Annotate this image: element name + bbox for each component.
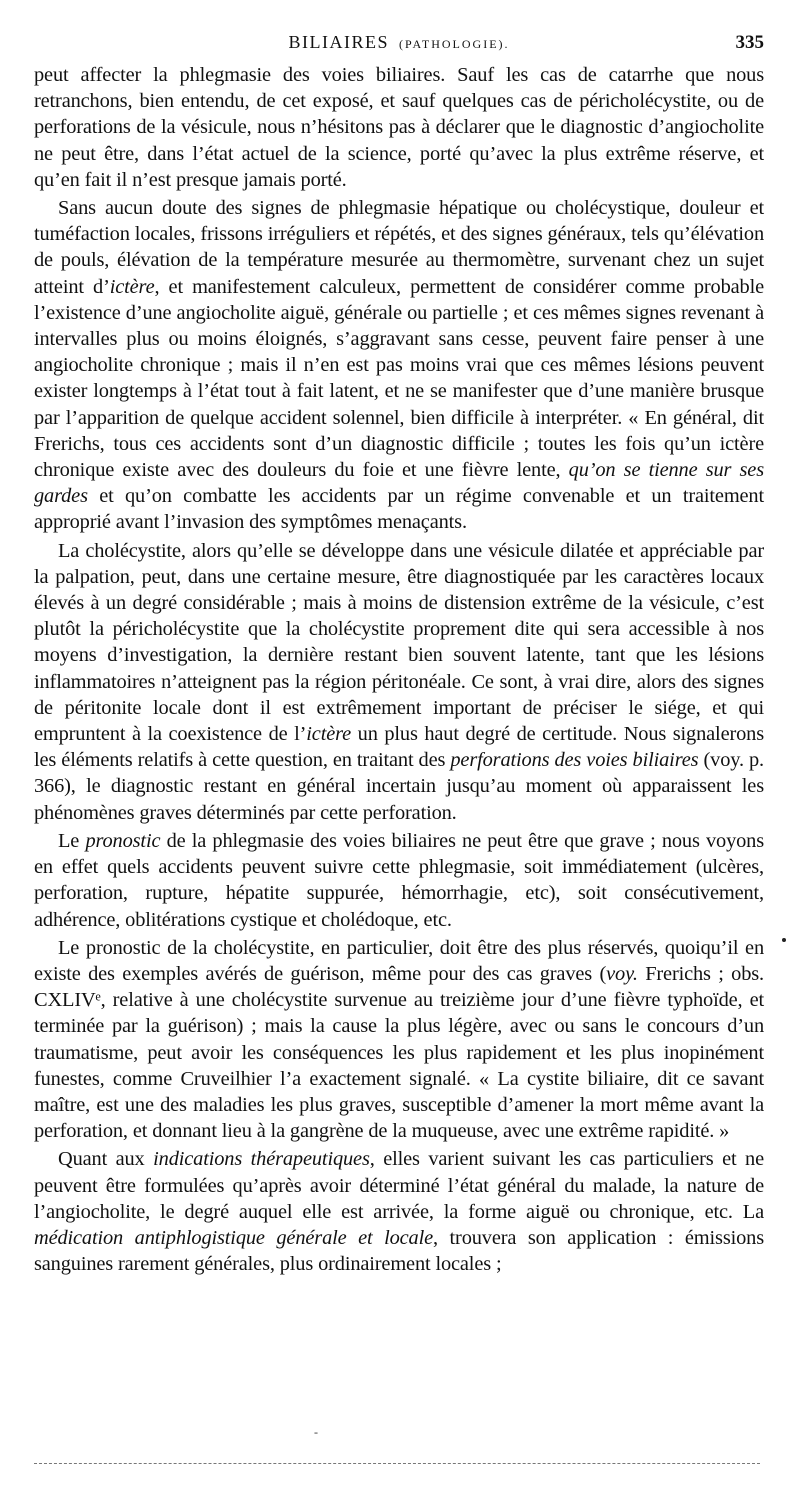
text-segment: de la phlegmasie des voies biliaires ne peut être que grave ; nous voyons en effet quels accidents peuvent suivre cette phlegmasie, soit immédiatement (ulcères, perforation, rupture, hépatite suppurée, hémorrhagie, etc), soit consécutivement, adhérence, oblitérations cystique et cholédoque, etc.: [34, 829, 764, 931]
running-title-main: BILIAIRES: [288, 32, 389, 52]
footer-rule: [34, 1463, 760, 1464]
text-segment: Quant aux: [58, 1148, 154, 1171]
text-segment: (voy. p. 366), le diagnostic restant en général incertain jusqu’au moment où apparaissent les phénomènes graves déterminés par cette perforation.: [34, 749, 764, 824]
text-segment: La cholécystite, alors qu’elle se développe dans une vésicule dilatée et appréciable par la palpation, peut, dans une certaine mesure, être diagnostiquée par les caractères locaux élevés à un degré considérable ; mais à moins de distension extrême de la vésicule, c’est plutôt la péricholécystite que la cholécystite proprement dite qui sera accessible à nos moyens d’investigation, la dernière restant bien souvent latente, tant que les lésions inflammatoires n’atteignent pas la région péritonéale. Ce sont, à vrai dire, alors des signes de péritonite locale dont il est extrêmement important de préciser le siége, et qui empruntent à la coexistence de l’: [34, 539, 764, 746]
text-segment: Le pronostic de la cholécystite, en particulier, doit être des plus réservés, quoiqu’il en existe des exemples avérés de guérison, même pour des cas graves (: [34, 936, 764, 985]
text-segment: et qu’on combatte les accidents par un régime convenable et un traitement approprié avant l’invasion des symptômes menaçants.: [34, 485, 764, 534]
paragraph: [34, 62, 764, 193]
footer-mark: -: [314, 1425, 318, 1439]
italic-text: ictère: [109, 275, 155, 298]
paragraph: [34, 828, 764, 933]
paragraph: [34, 1146, 764, 1277]
running-title-subtitle: (PATHOLOGIE).: [398, 37, 510, 51]
italic-text: médication antiphlogistique générale et locale: [34, 1226, 434, 1249]
margin-dot: [782, 938, 786, 942]
text-segment: , trouvera son application : émissions sanguines rarement générales, plus ordinairement locales ;: [34, 1226, 764, 1276]
italic-text: indications thérapeutiques: [153, 1148, 370, 1171]
paragraph: [34, 538, 764, 826]
italic-text: perforations des voies biliaires: [450, 749, 699, 772]
italic-text: voy.: [606, 962, 638, 985]
paragraph: [34, 935, 764, 1145]
page-number: 335: [735, 32, 764, 53]
text-segment: Sans aucun doute des signes de phlegmasie hépatique ou cholécystique, douleur et tuméfaction locales, frissons irréguliers et répétés, et des signes généraux, tels qu’élévation de pouls, élévation de la température mesurée au thermomètre, survenant chez un sujet atteint d’: [34, 197, 764, 298]
body-text: [34, 62, 764, 1277]
running-head: [34, 32, 764, 56]
text-segment: Frerichs ; obs. CXLIVᵉ, relative à une cholécystite survenue au treizième jour d’une fièvre typhoïde, et terminée par la guérison) ; mais la cause la plus légère, avec ou sans le concours d’un traumatisme, peut avoir les conséquences les plus rapidement et les plus inopinément funestes, comme Cruveilhier l’a exactement signalé. « La cystite biliaire, dit ce savant maître, est une des maladies les plus graves, susceptible d’amener la mort même avant la perforation, et donnant lieu à la gangrène de la muqueuse, avec une extrême rapidité. »: [34, 962, 764, 1143]
text-segment: , et manifestement calculeux, permettent de considérer comme probable l’existence d’une angiocholite aiguë, générale ou partielle ; et ces mêmes signes revenant à intervalles plus ou moins éloignés, s’aggravant sans cesse, peuvent faire penser à une angiocholite chronique ; mais il n’en est pas moins vrai que ces mêmes lésions peuvent exister longtemps à l’état tout à fait latent, et ne se manifester que d’une manière brusque par l’apparition de quelque accident solennel, bien difficile à interpréter. « En général, dit Frerichs, tous ces accidents sont d’un diagnostic difficile ; toutes les fois qu’un ictère chronique existe avec des douleurs du foie et une fièvre lente,: [34, 275, 765, 482]
italic-text: pronostic: [85, 829, 161, 852]
text-segment: peut affecter la phlegmasie des voies biliaires. Sauf les cas de catarrhe que nous retranchons, bien entendu, de cet exposé, et sauf quelques cas de péricholécystite, ou de perforations de la vésicule, nous n’hésitons pas à déclarer que le diagnostic d’angiocholite ne peut être, dans l’état actuel de la science, porté qu’avec la plus extrême réserve, et qu’en fait il n’est presque jamais porté.: [34, 64, 764, 191]
text-segment: Le: [58, 829, 86, 852]
running-title: [34, 32, 764, 53]
italic-text: qu’on se tienne sur ses gardes: [34, 459, 764, 508]
italic-text: ictère: [306, 723, 352, 746]
text-segment: un plus haut degré de certitude. Nous signalerons les éléments relatifs à cette question, en traitant des: [34, 723, 764, 772]
paragraph: [34, 195, 764, 536]
text-segment: , elles varient suivant les cas particuliers et ne peuvent être formulées qu’après avoir déterminé l’état général du malade, la nature de l’angiocholite, le degré auquel elle est arrivée, la forme aiguë ou chronique, etc. La: [34, 1148, 764, 1223]
